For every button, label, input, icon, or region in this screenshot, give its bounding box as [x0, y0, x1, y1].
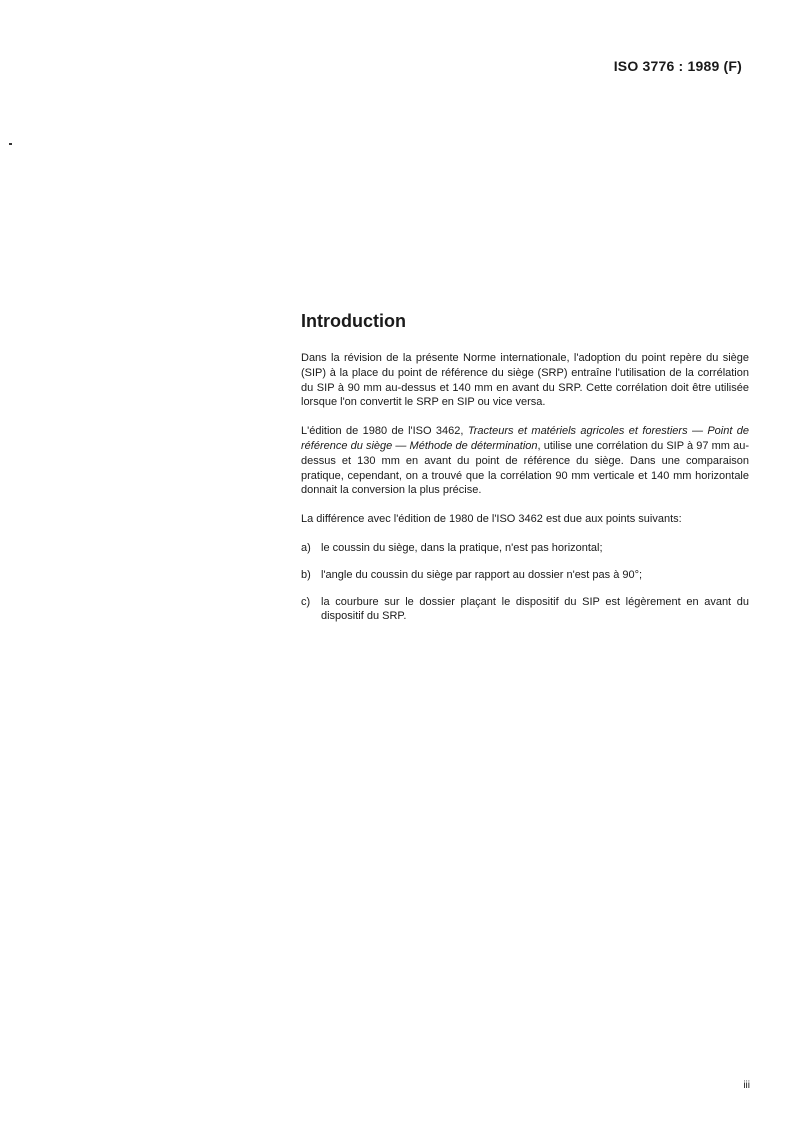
section-title: Introduction — [301, 311, 406, 331]
list-item-text: l'angle du coussin du siège par rapport au dossier n'est pas à 90°; — [321, 568, 643, 581]
paragraph-2 — [301, 424, 749, 498]
list-marker: c) — [301, 595, 311, 608]
list-marker: b) — [301, 568, 311, 581]
paragraph-3: La différence avec l'édition de 1980 de l'ISO 3462 est due aux points suivants: — [301, 513, 682, 526]
scan-mark — [9, 143, 12, 145]
introduction-section — [301, 310, 749, 636]
list-item — [301, 595, 749, 625]
list-item — [301, 541, 749, 556]
document-reference: ISO 3776 : 1989 (F) — [613, 58, 742, 74]
paragraph-2-prefix: L'édition de 1980 de l'ISO 3462, — [301, 425, 468, 438]
referenced-standard-title: Tracteurs et matériels agricoles et forestiers — Point de référence du siège — Méthode de détermination — [301, 425, 750, 452]
differences-list — [301, 541, 749, 624]
page-number: iii — [743, 1080, 750, 1091]
list-item-text: le coussin du siège, dans la pratique, n'est pas horizontal; — [321, 541, 603, 554]
list-item — [301, 568, 749, 583]
paragraph-1: Dans la révision de la présente Norme internationale, l'adoption du point repère du siège (SIP) à la place du point de référence du siège (SRP) entraîne l'utilisation de la corrélation du SIP à 90 mm au-dessus et 140 mm en avant du SRP. Cette corrélation doit être utilisée lorsque l'on convertit le SRP en SIP ou vice versa. — [301, 352, 749, 409]
list-marker: a) — [301, 541, 311, 554]
list-item-text: la courbure sur le dossier plaçant le dispositif du SIP est légèrement en avant du dispositif du SRP. — [321, 595, 749, 623]
paragraph-2-suffix: , utilise une corrélation du SIP à 97 mm au-dessus et 130 mm en avant du point de référence du siège. Dans une comparaison pratique, cependant, on a trouvé que la corrélation 90 mm verticale et 140 mm horizontale donnait la conversion la plus précise. — [301, 439, 749, 497]
